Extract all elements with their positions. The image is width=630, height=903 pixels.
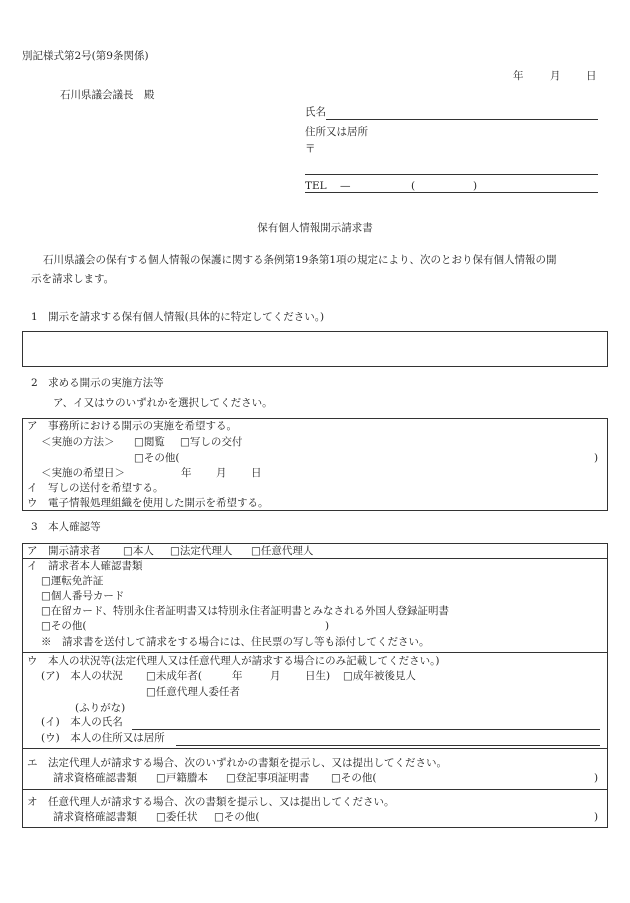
delegator-checkbox[interactable]: □任意代理人委任者 (146, 686, 240, 698)
section1-heading: 1 開示を請求する保有個人情報(具体的に特定してください。) (31, 311, 325, 323)
principal-address-label: (ウ) 本人の住所又は居所 (41, 732, 165, 744)
section3-heading: 3 本人確認等 (31, 521, 101, 533)
preferred-date-year: 年 (181, 467, 192, 479)
requester-address-field[interactable] (305, 174, 598, 175)
principal-address-field[interactable] (176, 745, 600, 746)
preferred-date-day: 日 (251, 467, 262, 479)
divider-e (22, 789, 608, 790)
id-drivers-license-checkbox[interactable]: □運転免許証 (41, 575, 104, 587)
tel-paren-close: ) (473, 180, 478, 192)
requester-name-label: 氏名 (305, 106, 326, 118)
requester-self-checkbox[interactable]: □本人 (123, 545, 154, 557)
furigana-label: (ふりがな) (75, 702, 126, 714)
intro-line-1: 石川県議会の保有する個人情報の保護に関する条例第19条第1項の規定により、次のとおり保有個人情報の開 (43, 254, 557, 266)
method-copy-checkbox[interactable]: □写しの交付 (180, 436, 243, 448)
date-day-unit: 日 (586, 70, 597, 82)
minor-birth-month: 月 (270, 670, 281, 682)
legal-agent-title: エ 法定代理人が請求する場合、次のいずれかの書類を提示し、又は提出してください。 (27, 757, 447, 769)
requester-legal-agent-checkbox[interactable]: □法定代理人 (170, 545, 233, 557)
requester-voluntary-agent-checkbox[interactable]: □任意代理人 (251, 545, 314, 557)
principal-status-label: (ア) 本人の状況 (41, 670, 123, 682)
method-other-checkbox[interactable]: □その他( (134, 452, 180, 464)
voluntary-agent-docs-label: 請求資格確認書類 (53, 811, 137, 823)
principal-status-title: ウ 本人の状況等(法定代理人又は任意代理人が請求する場合にのみ記載してください。) (27, 655, 440, 667)
method-label: ＜実施の方法＞ (41, 436, 115, 448)
option-i-mail[interactable]: イ 写しの送付を希望する。 (27, 482, 164, 494)
section1-content (23, 332, 607, 340)
minor-checkbox[interactable]: □未成年者( (146, 670, 203, 682)
requester-name-field[interactable] (326, 119, 598, 120)
legal-agent-other-close: ) (594, 772, 599, 784)
form-number: 別記様式第2号(第9条関係) (22, 50, 149, 62)
section3-box (22, 543, 608, 828)
preferred-date-month: 月 (216, 467, 227, 479)
minor-birth-day: 日生) (305, 670, 331, 682)
principal-name-label: (イ) 本人の氏名 (41, 716, 123, 728)
minor-birth-year: 年 (232, 670, 243, 682)
id-residence-card-checkbox[interactable]: □在留カード、特別永住者証明書又は特別永住者証明書とみなされる外国人登録証明書 (41, 605, 449, 617)
requester-tel-field[interactable] (305, 192, 598, 193)
adult-ward-checkbox[interactable]: □成年被後見人 (343, 670, 416, 682)
requester-address-label: 住所又は居所 (305, 126, 368, 138)
id-note: ※ 請求書を送付して請求をする場合には、住民票の写し等も添付してください。 (41, 636, 430, 648)
section1-input-box[interactable] (22, 331, 608, 367)
method-view-checkbox[interactable]: □閲覧 (134, 436, 165, 448)
method-other-close: ) (594, 452, 599, 464)
date-year-unit: 年 (513, 70, 524, 82)
voluntary-agent-other-close: ) (594, 811, 599, 823)
tel-dash: — (340, 180, 351, 192)
tel-paren-open: ( (411, 180, 416, 192)
addressee: 石川県議会議長 殿 (60, 89, 155, 101)
intro-line-2: 示を請求します。 (31, 273, 115, 285)
option-a-office[interactable]: ア 事務所における開示の実施を希望する。 (27, 420, 237, 432)
id-my-number-card-checkbox[interactable]: □個人番号カード (41, 590, 125, 602)
document-title: 保有個人情報開示請求書 (257, 222, 373, 234)
legal-agent-docs-label: 請求資格確認書類 (53, 772, 137, 784)
id-other-checkbox[interactable]: □その他( (41, 620, 87, 632)
section2-heading: 2 求める開示の実施方法等 (31, 377, 164, 389)
date-month-unit: 月 (550, 70, 561, 82)
tel-label: TEL (305, 180, 327, 192)
postal-mark: 〒 (305, 143, 316, 155)
principal-name-field[interactable] (132, 729, 600, 730)
registry-certificate-checkbox[interactable]: □登記事項証明書 (226, 772, 310, 784)
voluntary-agent-title: オ 任意代理人が請求する場合、次の書類を提示し、又は提出してください。 (27, 796, 395, 808)
section2-instruction: ア、イ又はウのいずれかを選択してください。 (53, 397, 273, 409)
requester-type-label: ア 開示請求者 (27, 545, 101, 557)
divider-u (22, 748, 608, 749)
voluntary-agent-other-checkbox[interactable]: □その他( (214, 811, 260, 823)
preferred-date-label: ＜実施の希望日＞ (41, 467, 125, 479)
id-documents-title: イ 請求者本人確認書類 (27, 560, 143, 572)
family-register-checkbox[interactable]: □戸籍謄本 (156, 772, 208, 784)
legal-agent-other-checkbox[interactable]: □その他( (331, 772, 377, 784)
option-u-electronic[interactable]: ウ 電子情報処理組織を使用した開示を希望する。 (27, 497, 269, 509)
id-other-close: ) (325, 620, 330, 632)
divider-i (22, 652, 608, 653)
power-of-attorney-checkbox[interactable]: □委任状 (156, 811, 198, 823)
divider-a (22, 558, 608, 559)
